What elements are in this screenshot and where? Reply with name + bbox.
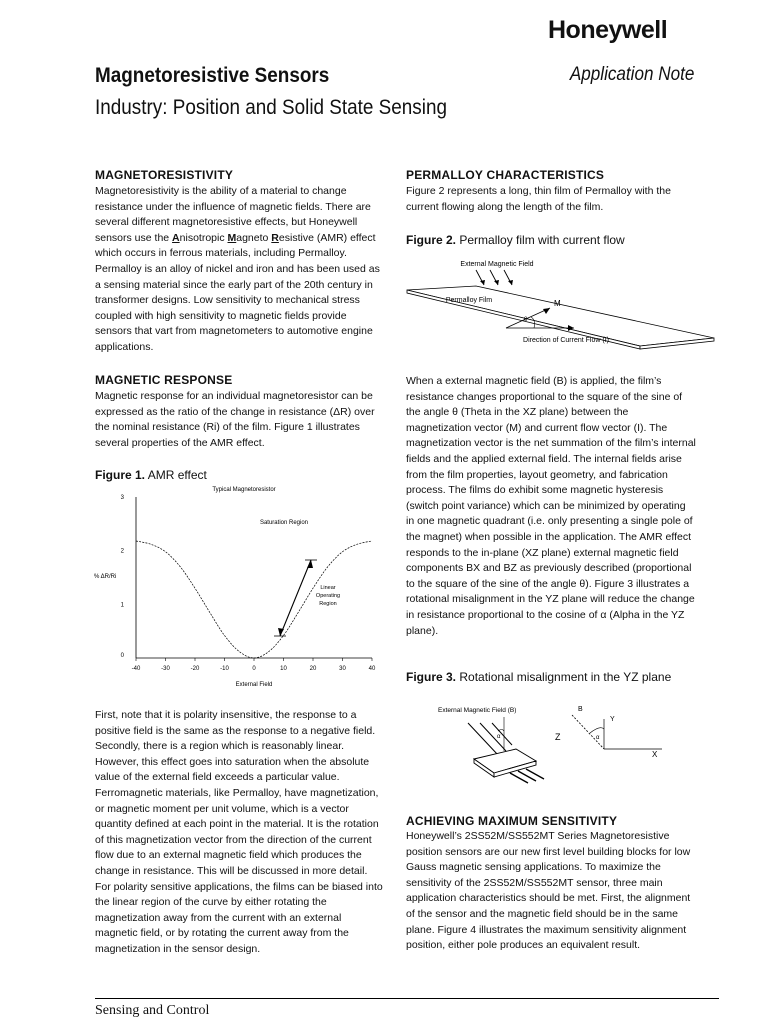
permalloy-film-label: Permalloy Film [445,297,493,304]
alpha-arc-right [590,728,604,733]
field-b-arrows [468,723,512,755]
x-tick-label: 10 [280,666,287,672]
max-sensitivity-heading: ACHIEVING MAXIMUM SENSITIVITY [406,814,618,828]
amr-curve [136,541,372,658]
current-direction-label: Direction of Current Flow (I) [523,337,609,344]
x-tick-label: 30 [339,666,346,672]
saturation-region-label: Saturation Region [259,520,309,526]
magnetoresistivity-heading: MAGNETORESISTIVITY [95,168,234,182]
alpha-label-right: α [596,735,600,741]
honeywell-logo: Honeywell [548,16,668,44]
linear-region-label-1: Linear [320,585,336,591]
max-sensitivity-paragraph: Honeywell’s 2SS52M/SS552MT Series Magnetoresistive position sensors are our new first level building blocks for low Gauss magnetic sensing applications. To maximize the sensitivity of the 2SS52M/SS552MT sensor, three main application characteristics should be met. First, the alignment of the sensor and the magnetic field should be in the same plane. Figure 4 illustrates the maximum sensitivity alignment position, either pole produces an equivalent result. [406,830,691,952]
magnetoresistivity-paragraph: Magnetoresistivity is the ability of a material to change resistance under the influence of magnetic fields. There are several different magnetoresistive effects, but Honeywell sensors use the Anisotropic Magneto Resistive (AMR) effect which occurs in ferrous materials, including Permalloy. Permalloy is an alloy of nickel and iron and has been used as a sensing material since the early part of the 20th century in transformer designs. Low sensitivity to mechanical stress coupled with high sensitivity to magnetic fields provide sensors that vart from magnetometers to automotive engine applications. [95,185,380,353]
theta-label: θ [524,317,528,323]
figure1-caption: Figure 1. AMR effect [95,468,207,482]
chart-title: Typical Magnetoresistor [212,487,276,493]
b-label: B [578,706,583,713]
x-tick-label: 40 [368,666,376,672]
footer-text: Sensing and Control [95,1003,210,1018]
x-axis-label: External Field [235,682,273,688]
alpha-label-left: α [497,734,501,740]
x-tick-label: 0 [252,666,256,672]
external-field-label: External Magnetic Field [460,261,534,268]
x-tick-label: -40 [131,666,141,672]
permalloy-heading: PERMALLOY CHARACTERISTICS [406,168,605,182]
x-tick-label: 20 [309,666,317,672]
x-tick-label: -10 [220,666,229,672]
linear-region-label-2: Operating [315,593,341,599]
y-tick-label: 1 [120,602,124,609]
permalloy-paragraph: Figure 2 represents a long, thin film of Permalloy with the current flowing along the length of the film. [406,185,671,213]
field-arrowheads [480,280,513,285]
external-field-b-label: External Magnetic Field (B) [438,707,517,714]
y-label: Y [610,716,615,723]
amr-explanation-paragraph: First, note that it is polarity insensitive, the response to a positive field is the same as the response to a negative field. Secondly, there is a region which is reasonably linear. However, this effect goes into saturation when the absolute value of the external field exceeds a particular value. Ferromagnetic materials, like Permalloy, have magnetization, or magnetic moment per unit volume, which is a vector quantity defined at each point in the material. It is the rotation of this magnetization vector from the direction of the current flow due to an external magnetic field which produces the change in resistance. This will be discussed in more detail. For polarity sensitive applications, the films can be biased into the linear region of the curve by either rotating the magnetization away from the current with an external magnetic field, or by rotating the current away from the magnetization in the sensor design. [95,709,383,955]
page-title: Magnetoresistive Sensors [95,64,330,87]
figure3-misalignment-diagram [402,697,722,795]
linear-region-label-3: Region [319,601,337,607]
x-label: X [652,750,658,759]
figure1-amr-chart [90,482,390,692]
y-tick-label: 3 [120,495,124,501]
figure3-caption: Figure 3. Rotational misalignment in the YZ plane [406,670,672,684]
linear-region-arrow [280,560,311,636]
magnetic-response-heading: MAGNETIC RESPONSE [95,373,233,387]
figure2-permalloy-diagram [402,250,722,360]
x-tick-label: -20 [190,666,200,672]
z-label: Z [555,732,561,742]
page-subtitle: Industry: Position and Solid State Sensing [95,96,447,119]
y-tick-label: 0 [120,653,124,659]
y-axis-label: % ΔR/Ri [94,574,117,580]
field-arrows [476,270,512,285]
external-field-paragraph: When a external magnetic field (B) is applied, the film’s resistance changes proportional to the square of the sine of the angle θ (Theta in the XZ plane) between the magnetization vector (M) and current flow vector (I). The magnetization vector is the net summation of the film’s internal fields and the applied external field. The internal fields arise from the film properties, layout geometry, and fabrication process. The films do exhibit some magnetic hysteresis (switch point variance) which can be minimized by operating in one magnetic quadrant (i.e. only presenting a single pole of the magnet) when possible in the application. The AMR effect responds to the in-plane (XZ plane) external magnetic field components BX and BZ as previously described (proportional to the square of the sine of the angle θ). Figure 3 illustrates a rotational misalignment in the YZ plane will reduce the change in resistance proportional to the cosine of α (Alpha in the YZ plane). [406,375,696,637]
y-tick-label: 2 [120,548,124,555]
footer-divider [95,998,719,999]
x-tick-label: -30 [161,666,170,672]
m-label: M [554,299,561,308]
document-type: Application Note [569,64,694,85]
magnetic-response-paragraph: Magnetic response for an individual magnetoresistor can be expressed as the ratio of the change in resistance (ΔR) over the nominal resistance (Ri) of the film. Figure 1 illustrates several properties of the AMR effect. [95,390,375,449]
b-vector [572,715,604,749]
figure2-caption: Figure 2. Permalloy film with current flow [406,233,625,247]
